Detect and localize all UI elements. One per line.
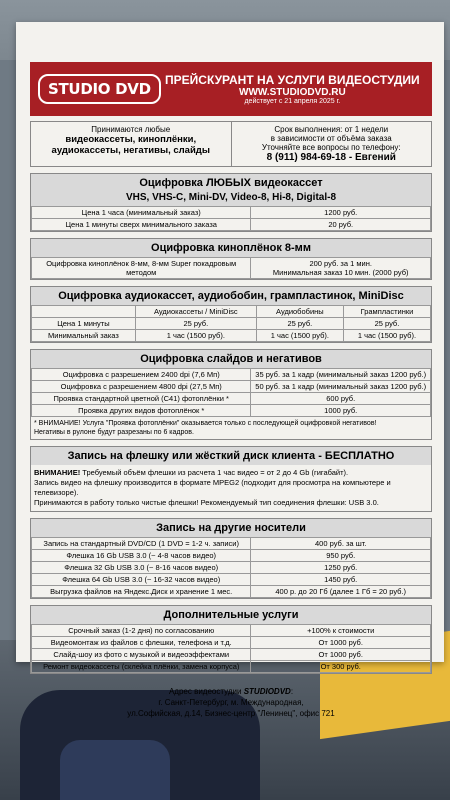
price-cell: 1250 руб. — [251, 562, 431, 574]
service-cell: Флешка 32 Gb USB 3.0 (~ 8-16 часов видео) — [32, 562, 251, 574]
bag-detail — [60, 740, 170, 800]
table-row — [32, 219, 431, 231]
table-row — [32, 318, 431, 330]
table-row — [32, 637, 431, 649]
intro-box — [30, 121, 432, 167]
service-cell: Видеомонтаж из файлов с флешки, телефона и т.д. — [32, 637, 251, 649]
section-extra-services — [30, 605, 432, 674]
price-list-sheet — [16, 22, 444, 718]
address-studio-name: STUDIODVD — [243, 687, 291, 696]
service-cell: Минимальный заказ — [32, 330, 136, 342]
intro-term: Срок выполнения: от 1 недели — [274, 125, 389, 134]
price-cell: 400 руб. за шт. — [251, 538, 431, 550]
studio-logo: STUDIO DVD — [38, 74, 161, 104]
price-cell: 1000 руб. — [251, 405, 431, 417]
price-cell: 1450 руб. — [251, 574, 431, 586]
price-cell: 1 час (1500 руб). — [343, 330, 430, 342]
table-header-row — [32, 306, 431, 318]
table-row — [32, 393, 431, 405]
header-banner — [30, 62, 432, 116]
table-row — [32, 330, 431, 342]
price-cell — [251, 258, 431, 279]
flash-format-text: Запись видео на флешку производится в формате MPEG2 (подходит для просмотра на компьютере и телевизоре). — [34, 478, 391, 497]
price-cell: +100% к стоимости — [251, 625, 431, 637]
section-title: Дополнительные услуги — [31, 606, 431, 624]
section-audio — [30, 286, 432, 343]
service-cell: Ремонт видеокассеты (склейка плёнки, замена корпуса) — [32, 661, 251, 673]
price-table — [31, 305, 431, 342]
price-table — [31, 537, 431, 598]
price-cell: 25 руб. — [256, 318, 343, 330]
section-slides — [30, 349, 432, 440]
section-title: Запись на флешку или жёсткий диск клиента - БЕСПЛАТНО — [31, 447, 431, 465]
website-link: WWW.STUDIODVD.RU — [239, 87, 346, 98]
service-cell: Срочный заказ (1-2 дня) по согласованию — [32, 625, 251, 637]
table-row — [32, 649, 431, 661]
section-film — [30, 238, 432, 280]
table-row — [32, 550, 431, 562]
price-cell: 600 руб. — [251, 393, 431, 405]
price-cell: От 1000 руб. — [251, 649, 431, 661]
section-flash-free — [30, 446, 432, 512]
page-title: ПРЕЙСКУРАНТ НА УСЛУГИ ВИДЕОСТУДИИ — [165, 73, 420, 87]
service-cell: Проявка стандартной цветной (С41) фотоплёнки * — [32, 393, 251, 405]
column-header: Аудиокассеты / MiniDisc — [135, 306, 256, 318]
column-header: Аудиобобины — [256, 306, 343, 318]
price-table — [31, 624, 431, 673]
section-title: Оцифровка киноплёнок 8-мм — [31, 239, 431, 257]
address-line-1: г. Санкт-Петербург, м. Международная, — [158, 698, 304, 707]
price-cell: 25 руб. — [343, 318, 430, 330]
price-table — [31, 368, 431, 417]
table-row — [32, 625, 431, 637]
service-cell: Оцифровка с разрешением 2400 dpi (7,6 Мп) — [32, 369, 251, 381]
section-other-media — [30, 518, 432, 599]
note-negatives: Негативы в рулоне будут разрезаны по 6 кадров. — [34, 429, 194, 436]
effective-date: действует с 21 апреля 2025 г. — [244, 98, 341, 105]
section-title: Оцифровка ЛЮБЫХ видеокассет — [31, 174, 431, 192]
price-cell: 50 руб. за 1 кадр (минимальный заказ 1200 руб.) — [251, 381, 431, 393]
column-header — [32, 306, 136, 318]
film-minimum: Минимальная заказ 10 мин. (2000 руб) — [272, 268, 409, 277]
price-table — [31, 257, 431, 279]
price-cell: От 1000 руб. — [251, 637, 431, 649]
price-cell: 1 час (1500 руб). — [135, 330, 256, 342]
price-cell: От 300 руб. — [251, 661, 431, 673]
intro-accepted-items: видеокассеты, киноплёнки, аудиокассеты, негативы, слайды — [51, 134, 210, 156]
service-cell: Цена 1 часа (минимальный заказ) — [32, 207, 251, 219]
table-row — [32, 661, 431, 673]
slides-note — [31, 417, 431, 439]
price-cell: 25 руб. — [135, 318, 256, 330]
table-row — [32, 562, 431, 574]
table-row — [32, 207, 431, 219]
flash-capacity-text: Требуемый объём флешки из расчета 1 час видео = от 2 до 4 Gb (гигабайт). — [82, 468, 349, 477]
service-cell: Флешка 16 Gb USB 3.0 (~ 4-8 часов видео) — [32, 550, 251, 562]
note-warning: * ВНИМАНИЕ! Услуга "Проявка фотоплёнки" оказывается только с последующей оцифровкой негативов! — [34, 420, 377, 427]
price-cell: 1200 руб. — [251, 207, 431, 219]
address-label: Адрес видеостудии — [168, 687, 242, 696]
table-row — [32, 369, 431, 381]
attention-label: ВНИМАНИЕ! — [34, 468, 81, 477]
flash-info — [31, 465, 431, 511]
service-cell: Запись на стандартный DVD/CD (1 DVD = 1-2 ч. записи) — [32, 538, 251, 550]
service-cell: Выгрузка файлов на Яндекс.Диск и хранение 1 мес. — [32, 586, 251, 598]
intro-contact — [232, 122, 432, 166]
column-header: Грампластинки — [343, 306, 430, 318]
table-row — [32, 405, 431, 417]
service-cell: Оцифровка с разрешением 4800 dpi (27,5 Мп) — [32, 381, 251, 393]
section-video-tapes — [30, 173, 432, 232]
service-cell: Цена 1 минуты — [32, 318, 136, 330]
table-row — [32, 586, 431, 598]
contact-phone: 8 (911) 984-69-18 - Евгений — [266, 152, 396, 163]
service-cell: Цена 1 минуты сверх минимального заказа — [32, 219, 251, 231]
section-title: Запись на другие носители — [31, 519, 431, 537]
studio-address: Адрес видеостудии STUDIODVD: г. Санкт-Петербург, м. Международная, ул.Софийская, д.14, Бизнес-центр "Ленинец", офис 721 — [30, 686, 432, 719]
section-title: Оцифровка слайдов и негативов — [31, 350, 431, 368]
table-row — [32, 538, 431, 550]
table-row — [32, 258, 431, 279]
section-subtitle: VHS, VHS-C, Mini-DV, Video-8, Hi-8, Digital-8 — [31, 192, 431, 206]
service-cell: Флешка 64 Gb USB 3.0 (~ 16-32 часов видео) — [32, 574, 251, 586]
section-title: Оцифровка аудиокассет, аудиобобин, грампластинок, MiniDisc — [31, 287, 431, 305]
price-cell: 1 час (1500 руб). — [256, 330, 343, 342]
price-cell: 35 руб. за 1 кадр (минимальный заказ 1200 руб.) — [251, 369, 431, 381]
price-cell: 950 руб. — [251, 550, 431, 562]
intro-phone-label: Уточняйте все вопросы по телефону: — [261, 143, 401, 152]
address-line-2: ул.Софийская, д.14, Бизнес-центр "Ленинец", офис 721 — [127, 709, 335, 718]
table-row — [32, 574, 431, 586]
service-cell: Оцифровка киноплёнок 8-мм, 8-мм Super покадровым методом — [32, 258, 251, 279]
price-cell: 20 руб. — [251, 219, 431, 231]
header-text — [161, 73, 424, 105]
service-cell: Слайд-шоу из фото с музыкой и видеоэффектами — [32, 649, 251, 661]
service-cell: Проявка других видов фотоплёнок * — [32, 405, 251, 417]
intro-accepted — [31, 122, 232, 166]
price-table — [31, 206, 431, 231]
price-cell: 400 р. до 20 Гб (далее 1 Гб = 20 руб.) — [251, 586, 431, 598]
intro-accepted-label: Принимаются любые — [91, 125, 171, 134]
intro-term-detail: в зависимости от объёма заказа — [270, 134, 392, 143]
film-price: 200 руб. за 1 мин. — [309, 259, 372, 268]
table-row — [32, 381, 431, 393]
flash-usb-text: Принимаются в работу только чистые флешки! Рекомендуемый тип соединения флешки: USB 3.0. — [34, 498, 379, 507]
